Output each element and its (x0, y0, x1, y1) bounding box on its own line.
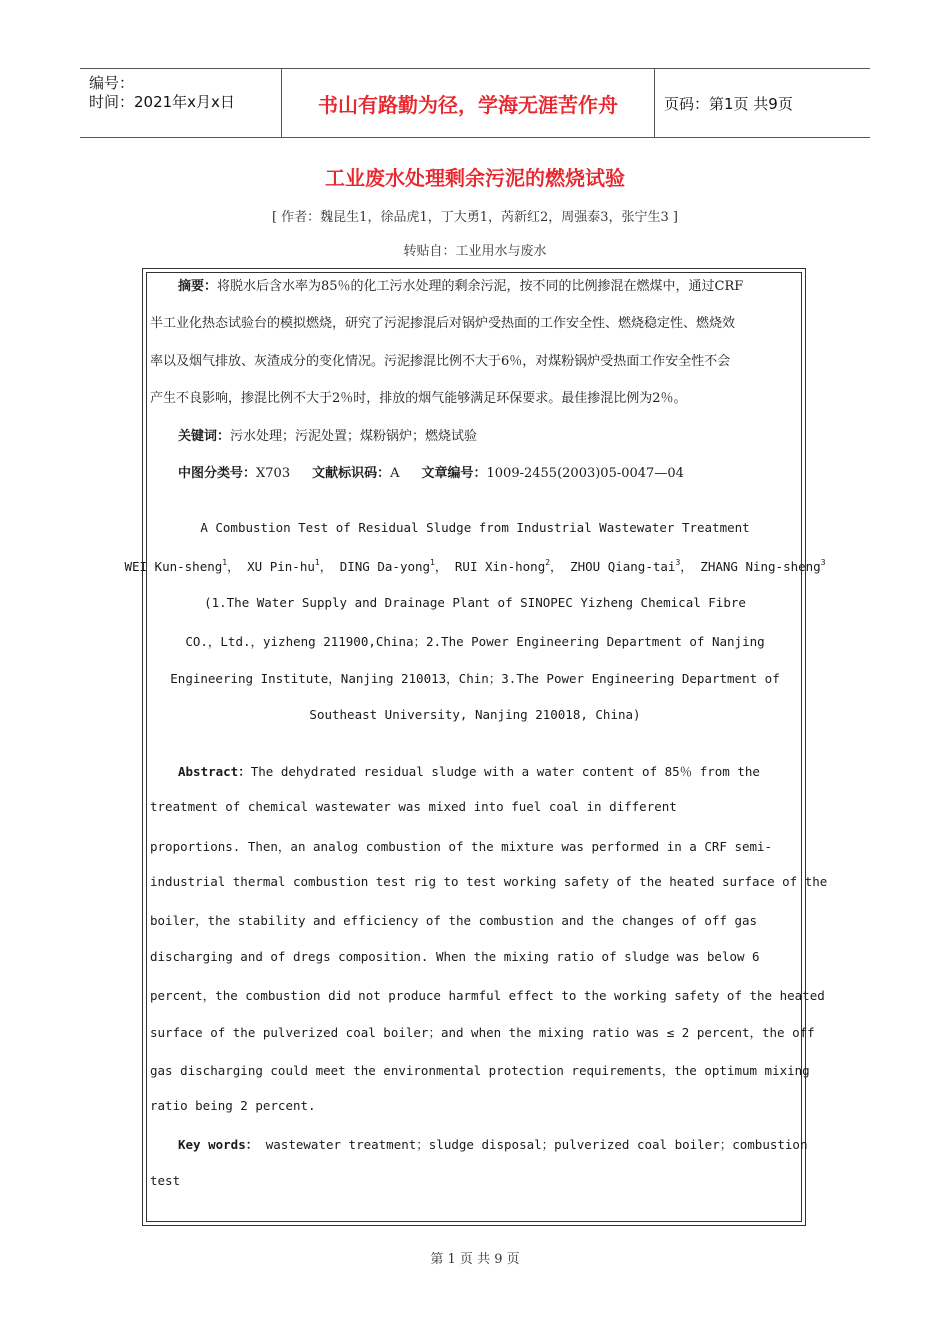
header-date: 时间：2021年x月x日 (89, 93, 235, 111)
page-header (80, 68, 870, 138)
affiliation-line: Engineering Institute，Nanjing 210013，Chin；3.The Power Engineering Department of (170, 671, 780, 686)
article-no-label: 文章编号： (421, 466, 487, 482)
doc-code-value: A (390, 466, 400, 482)
doc-code-label: 文献标识码： (312, 466, 391, 482)
header-number: 编号： (89, 74, 135, 92)
english-authors: WEI Kun-sheng$^1$， XU Pin-$hu^1$， DING Da-yong$^1$， RUI Xin-hong$^2$， ZHOU Qiang-tai$^3$， ZHANG Ning-sheng$^3$ (124, 558, 826, 574)
author-name: RUI Xin-hong (454, 559, 546, 574)
abstract-en-line: boiler，the stability and efficiency of the combustion and the changes of off gas (150, 913, 758, 928)
abstract-en-line: percent，the combustion did not produce harmful effect to the working safety of the heated (150, 988, 825, 1003)
header-motto: 书山有路勤为径，学海无涯苦作舟 (318, 92, 618, 117)
abstract-en-line: treatment of chemical wastewater was mixed into fuel coal in different (150, 799, 677, 814)
author-name: ZHANG Ning-sheng (700, 559, 821, 574)
abstract-en-line: ratio being 2 percent. (150, 1098, 316, 1113)
abstract-zh-line: 率以及烟气排放、灰渣成分的变化情况。污泥掺混比例不大于6％，对煤粉锅炉受热面工作安全性不会 (150, 353, 731, 369)
article-source: 转贴自：工业用水与废水 (403, 244, 547, 259)
affiliation-line: CO.，Ltd.，yizheng 211900,China；2.The Power Engineering Department of Nanjing (185, 634, 765, 649)
classification-line (150, 455, 802, 492)
author-name: WEI Kun-sheng (124, 559, 223, 574)
abstract-zh-line: 半工业化热态试验台的模拟燃烧，研究了污泥掺混后对锅炉受热面的工作安全性、燃烧稳定性、燃烧效 (150, 316, 736, 332)
affiliation-line: Southeast University, Nanjing 210018, China) (309, 707, 641, 722)
page-footer: 第 1 页 共 9 页 (430, 1252, 520, 1267)
abstract-en-line: Abstract：The dehydrated residual sludge with a water content of 85％ from the (178, 764, 760, 779)
author-name: DING Da-yong (339, 559, 431, 574)
abstract-zh-line: 产生不良影响，掺混比例不大于2％时，排放的烟气能够满足环保要求。最佳掺混比例为2％。 (150, 391, 687, 407)
header-page-info: 页码：第1页 共9页 (664, 94, 793, 113)
author-name: XU Pin-hu (247, 559, 315, 574)
keywords-en (178, 1135, 807, 1153)
keywords-zh-value: 污水处理；污泥处置；煤粉锅炉；燃烧试验 (230, 428, 478, 444)
author-name: ZHOU Qiang-tai (570, 559, 676, 574)
keywords-zh (150, 418, 802, 455)
article-no-value: 1009-2455(2003)05-0047—04 (486, 466, 684, 482)
article-title: 工业废水处理剩余污泥的燃烧试验 (325, 166, 625, 190)
english-title: A Combustion Test of Residual Sludge from Industrial Wastewater Treatment (200, 520, 750, 535)
abstract-en-line: gas discharging could meet the environmental protection requirements，the optimum mixing (150, 1063, 810, 1078)
header-divider-right (654, 69, 655, 137)
abstract-en-line: proportions. Then，an analog combustion of the mixture was performed in a CRF semi- (150, 839, 773, 854)
abstract-en-line: surface of the pulverized coal boiler；and when the mixing ratio was ≤ 2 percent，the off (150, 1025, 815, 1040)
abstract-en-line: discharging and of dregs composition. When the mixing ratio of sludge was below 6 (150, 949, 760, 964)
abstract-en-label: Abstract： (178, 764, 251, 779)
keywords-en-label: Key words： (178, 1137, 259, 1152)
article-authors: [ 作者：魏昆生1，徐品虎1，丁大勇1，芮新红2，周强泰3，张宁生3 ] (271, 210, 679, 225)
abstract-en-line: industrial thermal combustion test rig to test working safety of the heated surface of the (150, 874, 828, 889)
clc-value: X703 (256, 466, 291, 482)
keywords-en-value: wastewater treatment；sludge disposal；pulverized coal boiler；combustion (258, 1137, 808, 1152)
abstract-zh-label: 摘要： (178, 279, 218, 294)
keywords-zh-label: 关键词： (178, 428, 231, 444)
abstract-zh-line: 摘要：将脱水后含水率为85％的化工污水处理的剩余污泥，按不同的比例掺混在燃煤中，通过CRF (178, 279, 744, 294)
clc-label: 中图分类号： (178, 466, 257, 482)
abstract-zh (150, 268, 802, 492)
header-meta (80, 69, 280, 137)
affiliation-line: (1.The Water Supply and Drainage Plant of SINOPEC Yizheng Chemical Fibre (204, 595, 746, 610)
keywords-en-continued: test (150, 1173, 181, 1188)
